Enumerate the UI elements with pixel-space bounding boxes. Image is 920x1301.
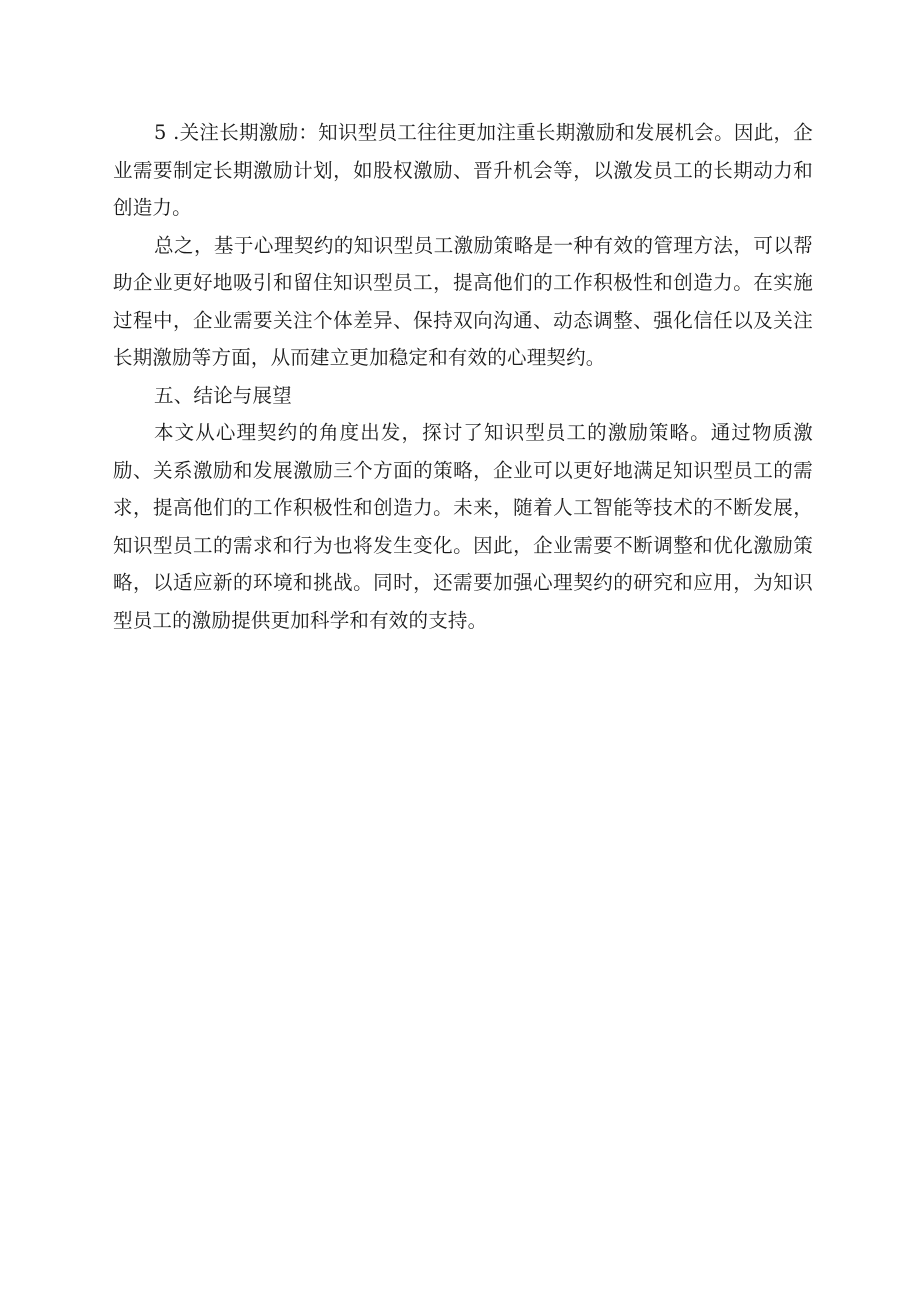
section-heading-conclusion: 五、结论与展望 (154, 383, 292, 407)
paragraph-conclusion: 本文从心理契约的角度出发，探讨了知识型员工的激励策略。通过物质激励、关系激励和发展激励三个方面的策略，企业可以更好地满足知识型员工的需求，提高他们的工作积极性和创造力。未来，随着人工智能等技术的不断发展，知识型员工的需求和行为也将发生变化。因此，企业需要不断调整和优化激励策略，以适应新的环境和挑战。同时，还需要加强心理契约的研究和应用，为知识型员工的激励提供更加科学和有效的支持。 (113, 421, 813, 632)
paragraph-long-term-incentive: 5 .关注长期激励：知识型员工往往更加注重长期激励和发展机会。因此，企业需要制定长期激励计划，如股权激励、晋升机会等，以激发员工的长期动力和创造力。 (113, 121, 813, 219)
paragraph-summary: 总之，基于心理契约的知识型员工激励策略是一种有效的管理方法，可以帮助企业更好地吸引和留住知识型员工，提高他们的工作积极性和创造力。在实施过程中，企业需要关注个体差异、保持双向沟通、动态调整、强化信任以及关注长期激励等方面，从而建立更加稳定和有效的心理契约。 (113, 233, 813, 369)
document-body (113, 114, 813, 639)
